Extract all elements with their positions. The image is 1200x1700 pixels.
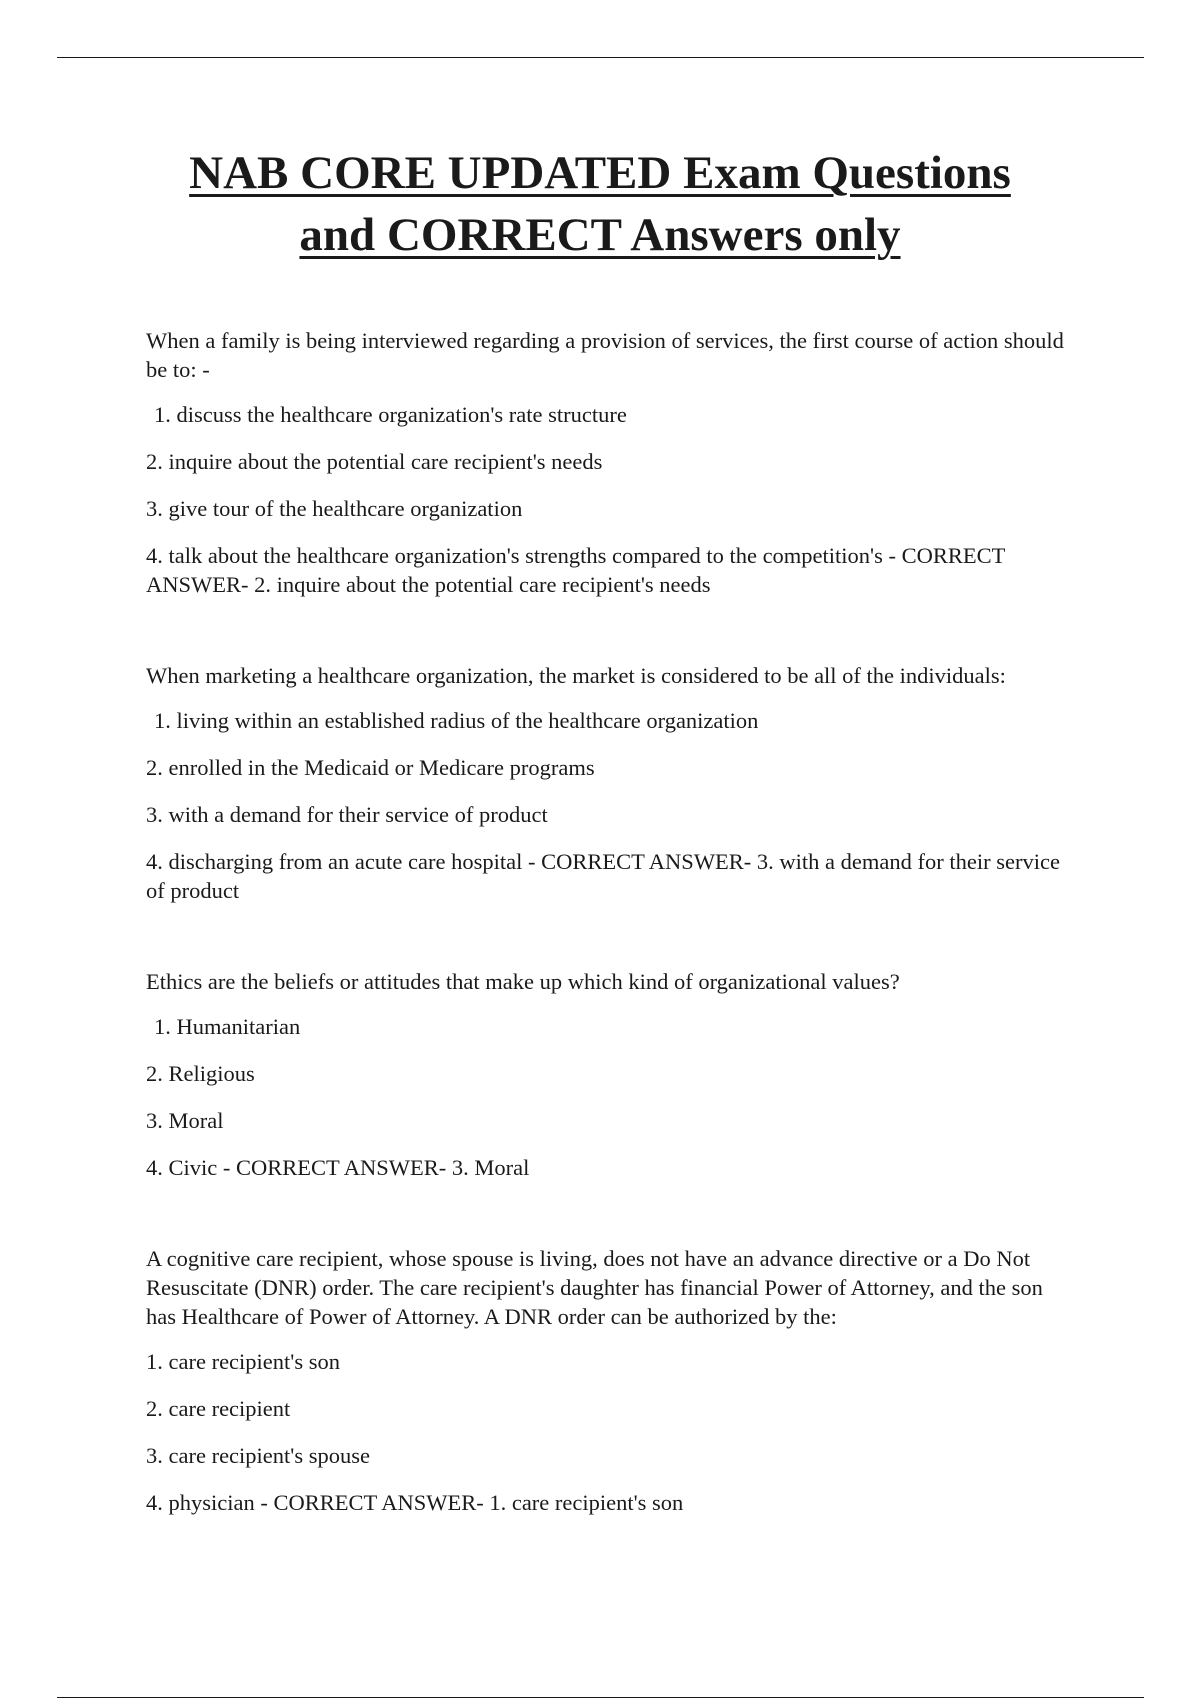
answer-option-with-correct-answer: 4. Civic - CORRECT ANSWER- 3. Moral: [146, 1155, 530, 1180]
answer-option: 2. Religious: [146, 1061, 255, 1086]
answer-option-with-correct-answer: 4. physician - CORRECT ANSWER- 1. care recipient's son: [146, 1490, 684, 1515]
answer-option: 3. with a demand for their service of product: [146, 802, 548, 827]
answer-option: 3. give tour of the healthcare organization: [146, 496, 523, 521]
question-stem: Ethics are the beliefs or attitudes that make up which kind of organizational values?: [146, 969, 900, 994]
answer-option-with-correct-answer: 4. discharging from an acute care hospital - CORRECT ANSWER- 3. with a demand for their service of product: [146, 849, 1060, 903]
header-rule: [57, 57, 1144, 58]
question-block-3: [146, 967, 1066, 1182]
question-stem: When a family is being interviewed regarding a provision of services, the first course of action should be to: -: [146, 328, 1064, 382]
answer-option: 2. enrolled in the Medicaid or Medicare programs: [146, 755, 595, 780]
answer-option: 2. care recipient: [146, 1396, 291, 1421]
question-stem: A cognitive care recipient, whose spouse is living, does not have an advance directive or a Do Not Resuscitate (DNR) order. The care recipient's daughter has financial Power of Attorney, and the son has Healthcare of Power of Attorney. A DNR order can be authorized by the:: [146, 1246, 1043, 1329]
question-block-2: [146, 661, 1066, 905]
answer-option: 1. care recipient's son: [146, 1349, 340, 1374]
answer-option: 3. Moral: [146, 1108, 224, 1133]
answer-option: 1. discuss the healthcare organization's rate structure: [154, 402, 627, 427]
question-block-4: [146, 1244, 1066, 1517]
answer-option: 2. inquire about the potential care recipient's needs: [146, 449, 603, 474]
question-list: [146, 326, 1066, 1579]
question-block-1: [146, 326, 1066, 599]
document-title: [0, 142, 1200, 266]
footer-rule: [57, 1697, 1144, 1698]
title-line-2: and CORRECT Answers only: [299, 209, 901, 261]
answer-option: 1. living within an established radius of the healthcare organization: [154, 708, 759, 733]
answer-option-with-correct-answer: 4. talk about the healthcare organization's strengths compared to the competition's - CORRECT ANSWER- 2. inquire about the potential care recipient's needs: [146, 543, 1005, 597]
answer-option: 1. Humanitarian: [154, 1014, 301, 1039]
question-stem: When marketing a healthcare organization, the market is considered to be all of the individuals:: [146, 663, 1006, 688]
title-line-1: NAB CORE UPDATED Exam Questions: [189, 147, 1011, 199]
answer-option: 3. care recipient's spouse: [146, 1443, 370, 1468]
